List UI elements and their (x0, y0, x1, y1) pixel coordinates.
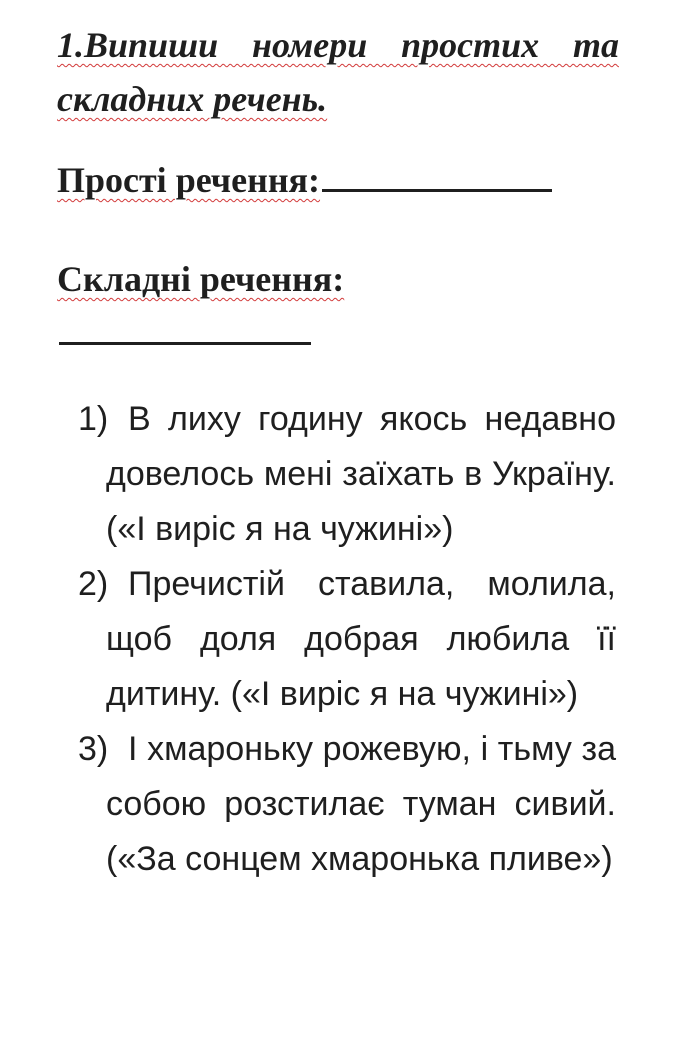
sentence-list (78, 392, 616, 887)
sentence-text: І хмароньку рожевую, і тьму за собою розстилає туман сивий. («За сонцем хмаронька пливе») (106, 730, 616, 878)
simple-sentences-blank (322, 185, 552, 192)
complex-sentences-blank (59, 338, 311, 345)
simple-sentences-label: Прості речення: (57, 160, 321, 200)
complex-sentences-label: Складні речення: (57, 259, 345, 299)
task-title (57, 18, 619, 126)
sentence-number: 1) (78, 400, 109, 438)
sentence-number: 3) (78, 730, 109, 768)
sentence-text: Пречистій ставила, молила, щоб доля добрая любила її дитину. («І виріс я на чужині») (106, 565, 616, 713)
task-title-text: 1.Випиши номери простих та складних речень. (57, 25, 619, 119)
sentence-item (78, 392, 616, 557)
sentence-item (78, 557, 616, 722)
complex-sentences-answer (57, 252, 497, 360)
sentence-item (78, 722, 616, 887)
simple-sentences-answer (57, 158, 552, 202)
sentence-number: 2) (78, 565, 109, 603)
sentence-text: В лиху годину якось недавно довелось мені заїхать в Україну. («І виріс я на чужині») (106, 400, 616, 548)
